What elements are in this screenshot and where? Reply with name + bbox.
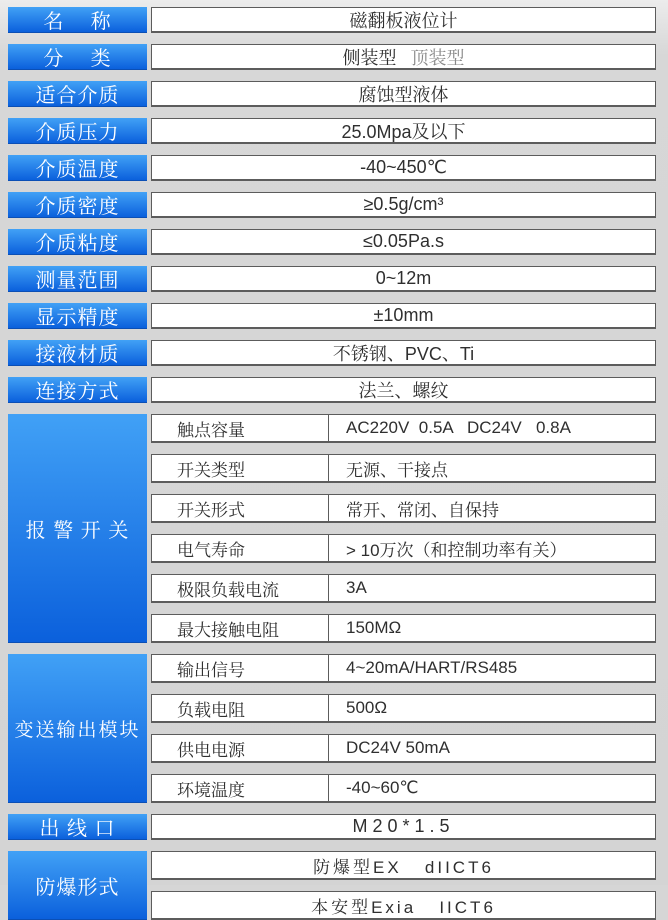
spec-label-temperature: 介质温度 <box>8 155 147 181</box>
spec-label-classification: 分 类 <box>8 44 147 70</box>
subrow-explosion-proof-ex <box>151 851 656 880</box>
spec-label-density: 介质密度 <box>8 192 147 218</box>
sublabel-limit-load-current: 极限负载电流 <box>152 575 329 601</box>
spec-row-temperature <box>8 155 656 181</box>
subvalue-output-signal: 4~20mA/HART/RS485 <box>346 658 518 677</box>
spec-label-viscosity: 介质粘度 <box>8 229 147 255</box>
spec-row-accuracy <box>8 303 656 329</box>
spec-label-name: 名 称 <box>8 7 147 33</box>
spec-row-classification <box>8 44 656 70</box>
explosion-proof-subrows <box>151 851 656 920</box>
spec-value-name: 磁翻板液位计 <box>151 7 656 33</box>
spec-value-range: 0~12m <box>151 266 656 292</box>
alarm-switch-subrows <box>151 414 656 643</box>
spec-value-accuracy: ±10mm <box>151 303 656 329</box>
spec-row-pressure <box>8 118 656 144</box>
classification-side-mounted: 侧装型 <box>342 47 397 68</box>
subvalue-explosion-proof-ex: 防爆型EX dIICT6 <box>313 857 494 877</box>
section-explosion-proof <box>8 851 656 920</box>
section-label-transmitter-module: 变送输出模块 <box>8 654 147 803</box>
spec-label-medium: 适合介质 <box>8 81 147 107</box>
subrow-ambient-temperature <box>151 774 656 803</box>
spec-value-viscosity: ≤0.05Pa.s <box>151 229 656 255</box>
spec-row-density <box>8 192 656 218</box>
sublabel-ambient-temperature: 环境温度 <box>152 775 329 801</box>
spec-value-connection: 法兰、螺纹 <box>151 377 656 403</box>
transmitter-subrows <box>151 654 656 803</box>
sublabel-load-resistance: 负载电阻 <box>152 695 329 721</box>
spec-row-connection <box>8 377 656 403</box>
spec-row-wetted-material <box>8 340 656 366</box>
subvalue-max-contact-resistance: 150MΩ <box>346 618 402 637</box>
spec-value-pressure: 25.0Mpa及以下 <box>151 118 656 144</box>
subrow-switch-form <box>151 494 656 523</box>
spec-label-wetted-material: 接液材质 <box>8 340 147 366</box>
spec-row-medium <box>8 81 656 107</box>
sublabel-max-contact-resistance: 最大接触电阻 <box>152 615 329 641</box>
spec-label-range: 测量范围 <box>8 266 147 292</box>
subvalue-intrinsically-safe: 本安型Exia IICT6 <box>311 897 496 917</box>
section-transmitter-module <box>8 654 656 803</box>
subrow-output-signal <box>151 654 656 683</box>
spec-value-temperature: -40~450℃ <box>151 155 656 181</box>
subrow-load-resistance <box>151 694 656 723</box>
subrow-intrinsically-safe <box>151 891 656 920</box>
subvalue-limit-load-current: 3A <box>346 578 367 597</box>
spec-row-viscosity <box>8 229 656 255</box>
spec-label-pressure: 介质压力 <box>8 118 147 144</box>
subrow-contact-capacity <box>151 414 656 443</box>
subrow-limit-load-current <box>151 574 656 603</box>
subrow-electrical-life <box>151 534 656 563</box>
subrow-switch-type <box>151 454 656 483</box>
subvalue-ambient-temperature: -40~60℃ <box>346 778 419 797</box>
spec-value-cable-outlet: M20*1.5 <box>151 814 656 840</box>
subvalue-contact-capacity: AC220V 0.5A DC24V 0.8A <box>346 418 571 437</box>
subvalue-switch-type: 无源、干接点 <box>346 460 448 480</box>
spec-label-cable-outlet: 出 线 口 <box>8 814 147 840</box>
subvalue-power-supply: DC24V 50mA <box>346 738 450 757</box>
subvalue-load-resistance: 500Ω <box>346 698 388 717</box>
subrow-max-contact-resistance <box>151 614 656 643</box>
subvalue-electrical-life: > 10万次（和控制功率有关） <box>346 540 567 560</box>
section-label-alarm-switch: 报 警 开 关 <box>8 414 147 643</box>
spec-row-range <box>8 266 656 292</box>
sublabel-output-signal: 输出信号 <box>152 655 329 681</box>
sublabel-switch-type: 开关类型 <box>152 455 329 481</box>
spec-row-name <box>8 7 656 33</box>
sublabel-switch-form: 开关形式 <box>152 495 329 521</box>
spec-value-classification <box>151 44 656 70</box>
sublabel-electrical-life: 电气寿命 <box>152 535 329 561</box>
subvalue-switch-form: 常开、常闭、自保持 <box>346 500 499 520</box>
subrow-power-supply <box>151 734 656 763</box>
spec-label-connection: 连接方式 <box>8 377 147 403</box>
sublabel-contact-capacity: 触点容量 <box>152 415 329 441</box>
spec-value-density: ≥0.5g/cm³ <box>151 192 656 218</box>
spec-label-accuracy: 显示精度 <box>8 303 147 329</box>
section-label-explosion-proof: 防爆形式 <box>8 851 147 920</box>
sublabel-power-supply: 供电电源 <box>152 735 329 761</box>
section-alarm-switch <box>8 414 656 643</box>
spec-row-cable-outlet <box>8 814 656 840</box>
spec-value-wetted-material: 不锈钢、PVC、Ti <box>151 340 656 366</box>
spec-value-medium: 腐蚀型液体 <box>151 81 656 107</box>
classification-top-mounted: 顶装型 <box>410 47 465 68</box>
